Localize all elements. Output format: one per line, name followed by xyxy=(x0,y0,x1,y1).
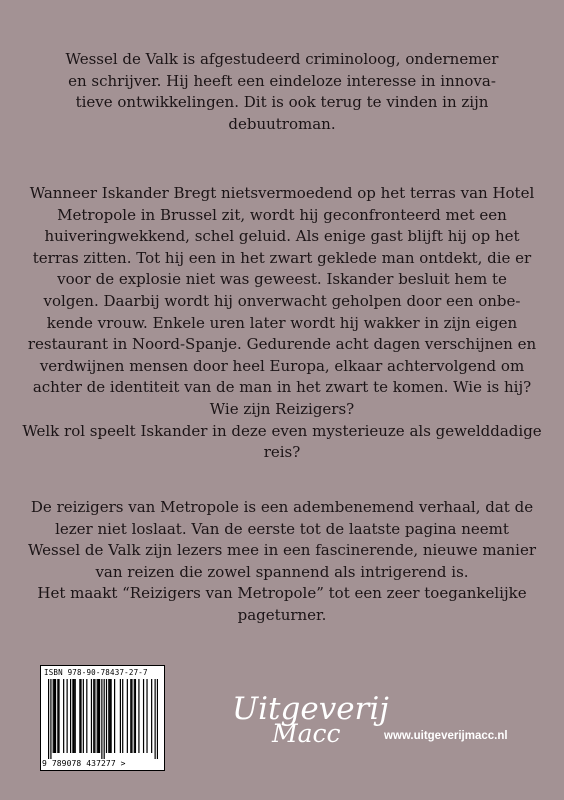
synopsis-line: reis? xyxy=(263,443,301,462)
barcode-bar xyxy=(122,679,123,753)
barcode-bar xyxy=(101,679,102,759)
barcode-bar xyxy=(114,679,115,753)
barcode-bar xyxy=(130,679,131,753)
logo-line-1: Uitgeverij xyxy=(232,691,389,727)
synopsis-line: Welk rol speelt Iskander in deze even mysterieuze als gewelddadige xyxy=(22,421,542,440)
publisher-logo xyxy=(232,691,389,772)
barcode-bar xyxy=(53,679,54,753)
bio-line: en schrijver. Hij heeft een eindeloze interesse in innova- xyxy=(68,71,496,90)
synopsis-line: Metropole in Brussel zit, wordt hij geconfronteerd met een xyxy=(57,205,507,224)
review-line: van reizen die zowel spannend als intrigerend is. xyxy=(95,562,469,581)
isbn-barcode xyxy=(40,665,165,771)
synopsis xyxy=(0,183,564,464)
barcode-bar xyxy=(155,679,156,759)
barcode-bar xyxy=(73,679,74,753)
review-line: Wessel de Valk zijn lezers mee in een fascinerende, nieuwe manier xyxy=(27,541,537,560)
review-line: pageturner. xyxy=(237,605,327,624)
barcode-bar xyxy=(127,679,128,753)
barcode-bar xyxy=(138,679,139,753)
barcode-bar xyxy=(143,679,144,753)
barcode-bar xyxy=(63,679,64,753)
barcode-bar xyxy=(55,679,56,753)
synopsis-line: volgen. Daarbij wordt hij onverwacht geholpen door een onbe- xyxy=(43,291,521,310)
barcode-bar xyxy=(58,679,59,753)
barcode-bar xyxy=(104,679,105,759)
barcode-bar xyxy=(151,679,152,753)
isbn-label: ISBN 978-90-78437-27-7 xyxy=(44,668,148,677)
barcode-bar xyxy=(99,679,100,753)
barcode-bar xyxy=(48,679,49,759)
barcode-bar xyxy=(91,679,92,753)
synopsis-line: Wanneer Iskander Bregt nietsvermoedend op het terras van Hotel xyxy=(29,184,535,202)
bio-line: tieve ontwikkelingen. Dit is ook terug te vinden in zijn xyxy=(75,93,489,112)
barcode-bar xyxy=(108,679,109,753)
review-blurb xyxy=(0,497,564,627)
barcode-bar xyxy=(135,679,136,753)
synopsis-line: Wie zijn Reizigers? xyxy=(209,399,355,418)
synopsis-line: restaurant in Noord-Spanje. Gedurende acht dagen verschijnen en xyxy=(27,335,537,354)
review-line: Het maakt “Reizigers van Metropole” tot een zeer toegankelijke xyxy=(37,584,527,603)
logo-line-2: Macc xyxy=(272,719,341,748)
barcode-bar xyxy=(54,679,55,753)
barcode-bar xyxy=(157,679,158,759)
barcode-bar xyxy=(83,679,84,753)
publisher-url[interactable]: www.uitgeverijmacc.nl xyxy=(384,730,508,742)
barcode-bar xyxy=(98,679,99,753)
barcode-bar xyxy=(111,679,112,753)
barcode-bar xyxy=(50,679,51,759)
barcode-bar xyxy=(146,679,147,753)
barcode-bar xyxy=(79,679,80,753)
barcode-bar xyxy=(72,679,73,753)
barcode-bar xyxy=(67,679,68,753)
barcode-bar xyxy=(134,679,135,753)
barcode-bar xyxy=(97,679,98,753)
synopsis-line: kende vrouw. Enkele uren later wordt hij wakker in zijn eigen xyxy=(46,313,518,332)
bio-line: debuutroman. xyxy=(228,114,336,133)
barcode-bar xyxy=(106,679,107,753)
barcode-bar xyxy=(75,679,76,753)
barcode-bar xyxy=(57,679,58,753)
bio-line: Wessel de Valk is afgestudeerd criminoloog, ondernemer xyxy=(65,50,499,68)
barcode-bar xyxy=(120,679,121,753)
ean-digits: 9 789078 437277 > xyxy=(42,759,126,768)
barcode-bars xyxy=(48,679,158,759)
review-line: De reizigers van Metropole is een adembenemend verhaal, dat de xyxy=(30,498,534,516)
barcode-bar xyxy=(94,679,95,753)
synopsis-line: terras zitten. Tot hij een in het zwart geklede man ontdekt, die er xyxy=(32,248,532,267)
review-line: lezer niet loslaat. Van de eerste tot de laatste pagina neemt xyxy=(55,519,509,538)
barcode-bar xyxy=(70,679,71,753)
synopsis-line: verdwijnen mensen door heel Europa, elkaar achtervolgend om xyxy=(39,356,525,375)
synopsis-line: achter de identiteit van de man in het zwart te komen. Wie is hij? xyxy=(32,378,532,397)
barcode-bar xyxy=(80,679,81,753)
author-bio xyxy=(0,49,564,135)
barcode-bar xyxy=(93,679,94,753)
synopsis-line: huiveringwekkend, schel geluid. Als enige gast blijft hij op het xyxy=(44,227,520,246)
barcode-bar xyxy=(131,679,132,753)
barcode-bar xyxy=(109,679,110,753)
synopsis-line: voor de explosie niet was geweest. Iskander besluit hem te xyxy=(57,270,507,289)
barcode-bar xyxy=(86,679,87,753)
